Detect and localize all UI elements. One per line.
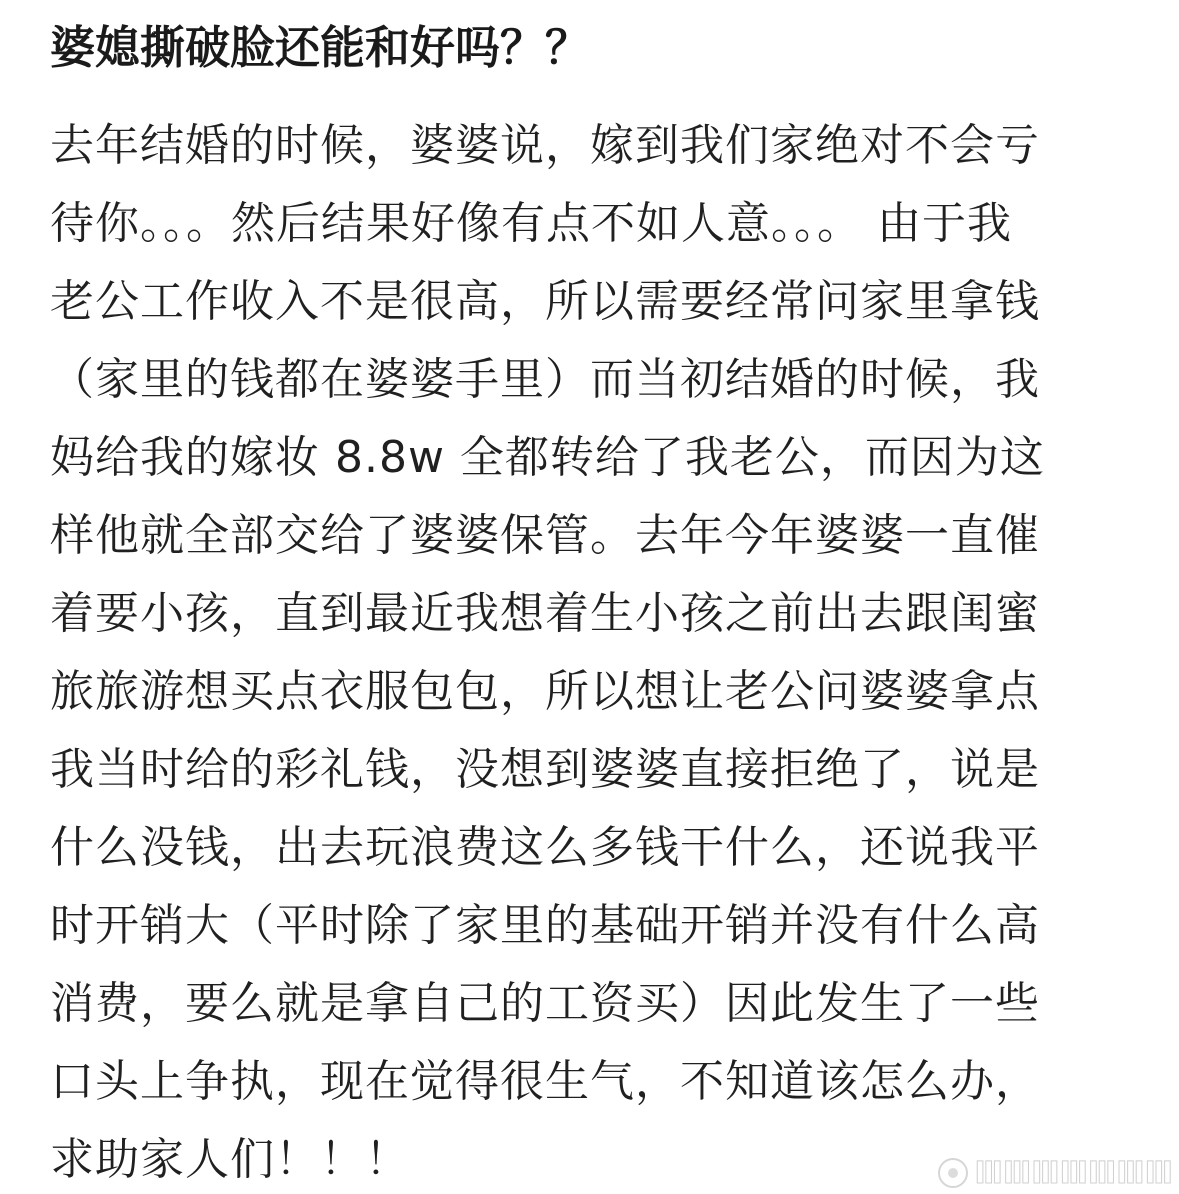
body-line: 口头上争执，现在觉得很生气，不知道该怎么办， [50, 1056, 1040, 1107]
body-line: 我当时给的彩礼钱，没想到婆婆直接拒绝了，说是 [50, 744, 1040, 795]
post-body [50, 116, 1140, 1194]
body-line: 时开销大（平时除了家里的基础开销并没有什么高 [50, 900, 1040, 951]
body-line: 待你。。。然后结果好像有点不如人意。。。 由于我 [50, 198, 1012, 249]
body-line: 样他就全部交给了婆婆保管。去年今年婆婆一直催 [50, 510, 1040, 561]
body-line: 妈给我的嫁妆 8.8w 全都转给了我老公，而因为这 [50, 432, 1045, 483]
body-line: 老公工作收入不是很高，所以需要经常问家里拿钱 [50, 276, 1040, 327]
body-line: 旅旅游想买点衣服包包，所以想让老公问婆婆拿点 [50, 666, 1040, 717]
watermark [938, 1154, 1173, 1192]
post-title: 婆媳撕破脸还能和好吗？？ [50, 21, 591, 74]
watermark-logo-icon [938, 1158, 968, 1188]
body-line: 求助家人们！！！ [50, 1134, 410, 1185]
body-line: 着要小孩，直到最近我想着生小孩之前出去跟闺蜜 [50, 588, 1040, 639]
watermark-text: ⅢⅢⅢⅢⅢⅢⅢ [974, 1155, 1173, 1191]
body-line: 什么没钱，出去玩浪费这么多钱干什么，还说我平 [50, 822, 1040, 873]
body-line: （家里的钱都在婆婆手里）而当初结婚的时候，我 [50, 354, 1040, 405]
body-line: 消费，要么就是拿自己的工资买）因此发生了一些 [50, 978, 1040, 1029]
body-line: 去年结婚的时候，婆婆说，嫁到我们家绝对不会亏 [50, 120, 1040, 171]
